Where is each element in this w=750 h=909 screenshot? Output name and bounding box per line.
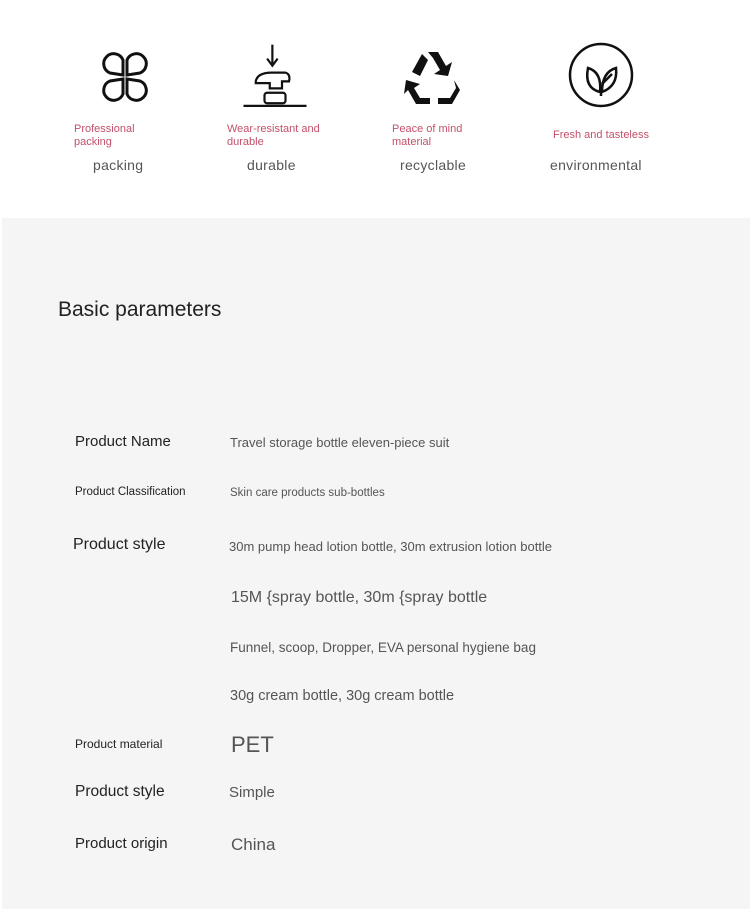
feature-durable <box>227 0 382 218</box>
param-label: Product material <box>75 737 163 751</box>
param-value: 30m pump head lotion bottle, 30m extrusion lotion bottle <box>229 539 553 554</box>
press-tool-icon <box>240 40 310 114</box>
param-value: Travel storage bottle eleven-piece suit <box>230 435 450 450</box>
param-value: Funnel, scoop, Dropper, EVA personal hygiene bag <box>230 640 536 655</box>
param-value: PET <box>231 732 274 757</box>
clover-icon <box>90 40 160 114</box>
recycle-icon <box>400 40 470 114</box>
feature-recyclable <box>392 0 550 218</box>
param-value: 15M {spray bottle, 30m {spray bottle <box>231 589 488 606</box>
param-value: China <box>231 835 276 854</box>
feature-title: Fresh and tasteless <box>553 129 649 141</box>
feature-environmental <box>550 0 710 218</box>
feature-word: recyclable <box>400 157 467 173</box>
feature-word: packing <box>93 157 144 173</box>
param-value: Simple <box>229 784 275 801</box>
feature-title: Wear-resistant and durable <box>227 123 320 148</box>
feature-word: environmental <box>550 157 642 173</box>
parameters-section <box>2 218 750 909</box>
feature-word: durable <box>247 157 296 173</box>
param-value: 30g cream bottle, 30g cream bottle <box>230 688 455 704</box>
features-section <box>0 0 750 218</box>
param-label: Product origin <box>75 835 168 852</box>
param-label: Product Name <box>75 433 171 450</box>
feature-title: Peace of mind material <box>392 123 463 148</box>
param-value: Skin care products sub-bottles <box>230 487 385 499</box>
parameters-title: Basic parameters <box>58 298 222 321</box>
param-label: Product style <box>75 783 165 800</box>
param-label: Product style <box>73 536 166 553</box>
feature-title: Professional packing <box>74 123 135 148</box>
feature-packing <box>74 0 230 218</box>
param-label: Product Classification <box>75 486 186 498</box>
leaf-icon <box>566 40 636 114</box>
